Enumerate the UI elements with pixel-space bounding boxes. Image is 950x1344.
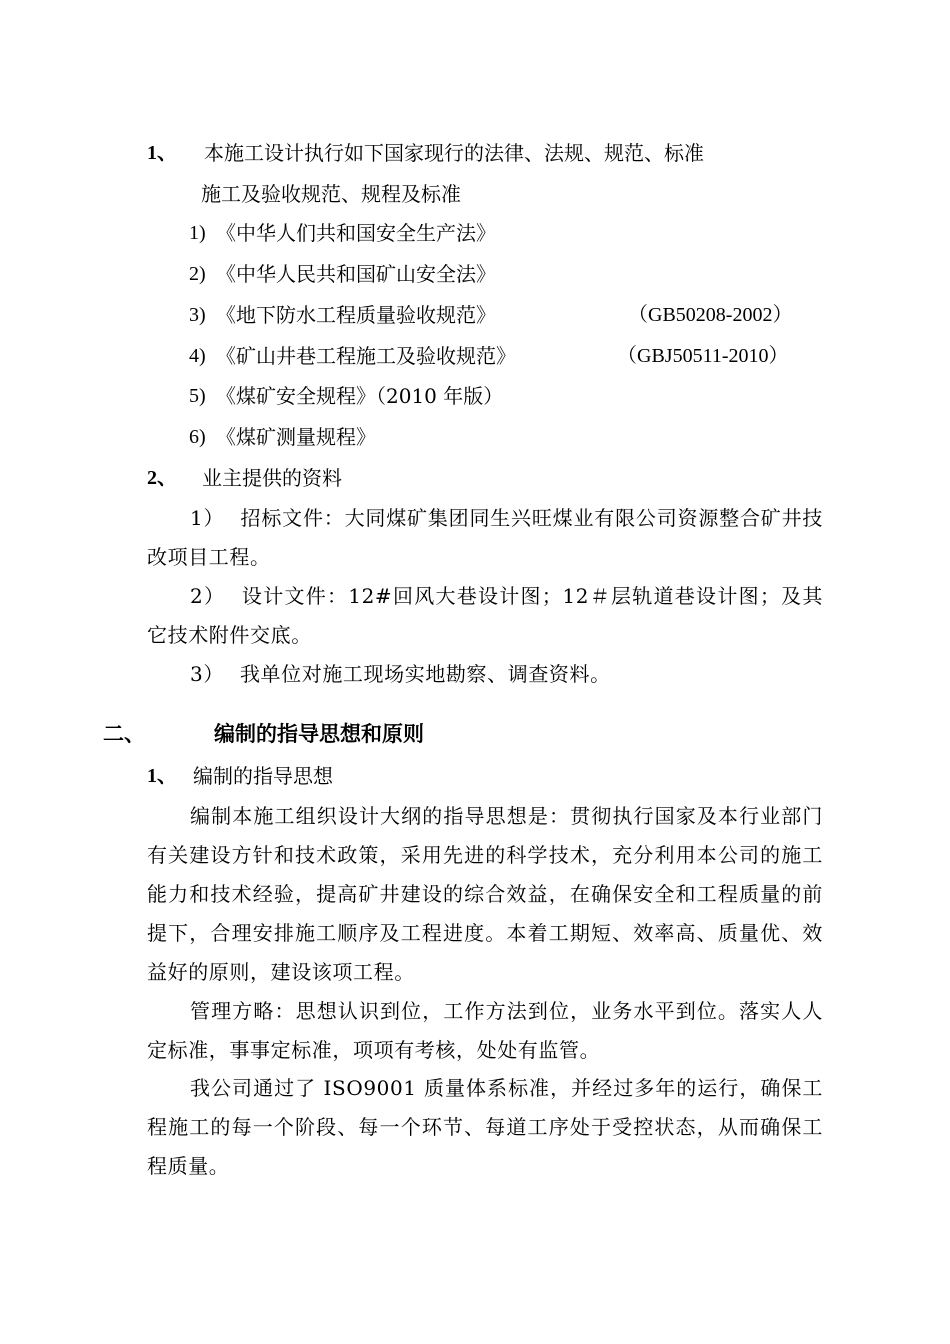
list-paragraph: [147, 655, 823, 694]
list-paragraph: [147, 499, 823, 577]
list-item-number: 4): [189, 345, 206, 367]
standard-code: （GBJ50511-2010）: [617, 345, 789, 367]
list-item: [189, 423, 829, 451]
body-paragraph: 我公司通过了 ISO9001 质量体系标准，并经过多年的运行，确保工程施工的每一个阶段、每一个环节、每道工序处于受控状态，从而确保工程质量。: [147, 1076, 823, 1178]
section-heading: [103, 720, 603, 748]
item-number: 1、: [147, 142, 177, 164]
list-item: [189, 219, 829, 247]
section-title: 编制的指导思想和原则: [214, 722, 424, 746]
list-item-text: 《中华人们共和国安全生产法》: [216, 221, 496, 245]
body-paragraph: 管理方略：思想认识到位，工作方法到位，业务水平到位。落实人人定标准，事事定标准，项项有考核，处处有监管。: [147, 999, 823, 1062]
list-item-text: 《中华人民共和国矿山安全法》: [216, 262, 496, 286]
list-item-text: 设计文件：12#回风大巷设计图；12＃层轨道巷设计图；及其它技术附件交底。: [147, 584, 823, 647]
list-item: [189, 342, 829, 370]
item-number: 2、: [147, 467, 177, 489]
list-item-number: 6): [189, 426, 206, 448]
list-item-text: 《煤矿测量规程》: [216, 425, 376, 449]
list-item: [189, 382, 829, 410]
list-item-number: 2）: [190, 584, 226, 608]
item-number: 1、: [147, 765, 177, 787]
list-item-number: 3）: [190, 662, 224, 686]
list-item-text: 《地下防水工程质量验收规范》: [216, 303, 496, 327]
list-item-text: 我单位对施工现场实地勘察、调查资料。: [239, 662, 611, 686]
item-heading: [147, 762, 547, 790]
list-item-text: 《矿山井巷工程施工及验收规范》: [216, 344, 516, 368]
list-item-number: 1）: [190, 506, 225, 530]
list-item-text: 《煤矿安全规程》（2010 年版）: [216, 384, 504, 408]
list-item-number: 1): [189, 222, 206, 244]
standard-code: （GB50208-2002）: [628, 304, 793, 326]
subheading: 施工及验收规范、规程及标准: [201, 182, 461, 206]
item-text: 编制的指导思想: [193, 764, 333, 788]
item-text: 本施工设计执行如下国家现行的法律、法规、规范、标准: [204, 141, 704, 165]
list-item-text: 招标文件：大同煤矿集团同生兴旺煤业有限公司资源整合矿井技改项目工程。: [147, 506, 823, 569]
list-item: [189, 301, 829, 329]
item-1-heading: [147, 139, 827, 167]
list-item-number: 3): [189, 304, 206, 326]
list-paragraph: [147, 577, 823, 655]
list-item-number: 2): [189, 263, 206, 285]
list-item-number: 5): [189, 385, 206, 407]
item-2-heading: [147, 464, 547, 492]
item-text: 业主提供的资料: [202, 466, 342, 490]
body-paragraph: 编制本施工组织设计大纲的指导思想是：贯彻执行国家及本行业部门有关建设方针和技术政策，采用先进的科学技术，充分利用本公司的施工能力和技术经验，提高矿井建设的综合效益，在确保安全和工程质量的前提下，合理安排施工顺序及工程进度。本着工期短、效率高、质量优、效益好的原则，建设该项工程。: [147, 804, 823, 984]
section-number: 二、: [103, 722, 145, 746]
list-item: [189, 260, 829, 288]
